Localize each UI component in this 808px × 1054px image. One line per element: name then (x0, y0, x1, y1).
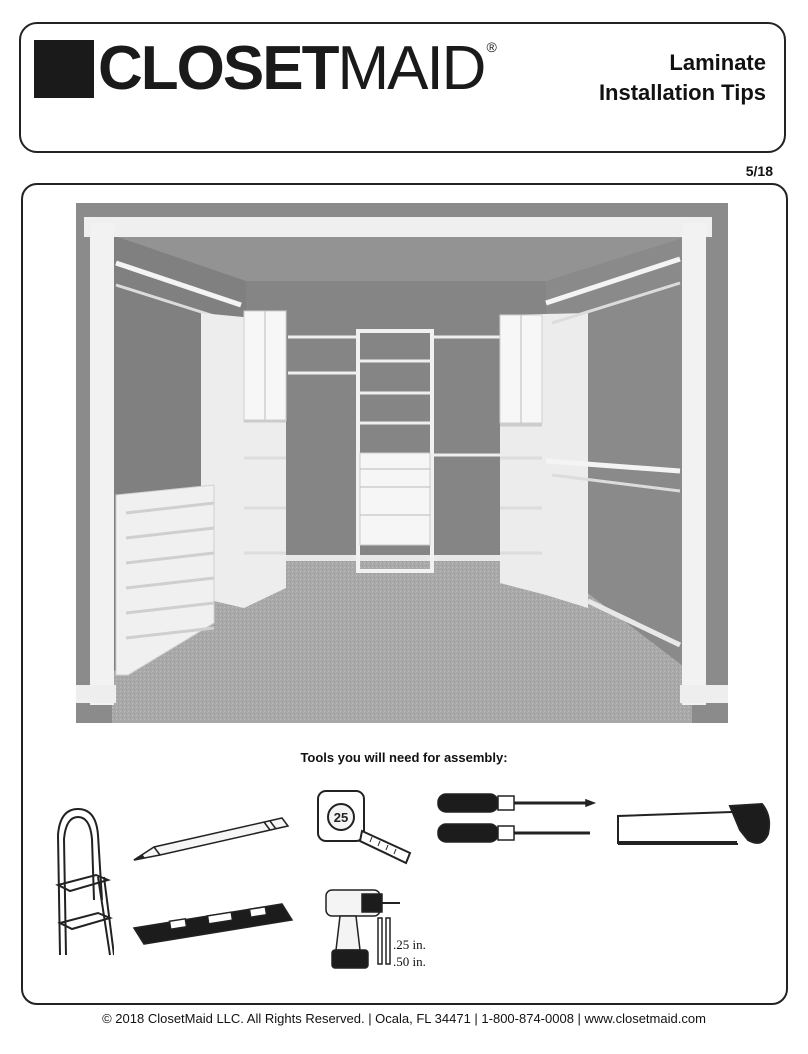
hacksaw-icon (612, 800, 776, 854)
document-title-line1: Laminate (669, 50, 766, 75)
logo-square-mark (34, 40, 94, 98)
drill-icon (322, 884, 402, 972)
page-number: 5/18 (745, 163, 773, 179)
level-icon (132, 900, 294, 948)
registered-mark: ® (486, 39, 497, 55)
document-title-line2: Installation Tips (598, 80, 766, 105)
closetmaid-logo (34, 34, 497, 103)
logo-bold-text: CLOSET (98, 34, 338, 103)
logo-regular-text: MAID (337, 34, 485, 103)
pencil-icon (132, 812, 292, 868)
logo-wordmark (98, 34, 497, 103)
ladder-icon (48, 805, 114, 960)
screwdriver-icon (436, 790, 598, 848)
footer-text: © 2018 ClosetMaid LLC. All Rights Reserved. | Ocala, FL 34471 | 1-800-874-0008 | www.closetmaid.com (102, 1011, 706, 1026)
drill-bit-size-1: .25 in. (393, 937, 426, 952)
drill-bit-size-2: .50 in. (393, 954, 426, 969)
tools-heading: Tools you will need for assembly: (300, 750, 508, 765)
tape-measure-icon (314, 787, 414, 867)
closet-illustration (76, 203, 728, 723)
document-title (599, 48, 766, 108)
tape-measure-label: 25 (333, 810, 349, 825)
